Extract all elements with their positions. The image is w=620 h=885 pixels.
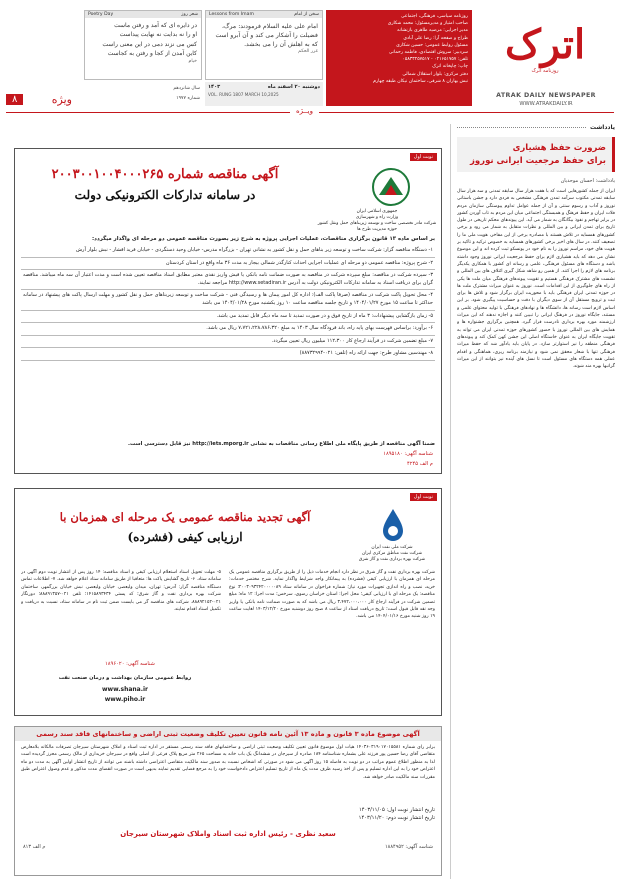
column-divider [450,124,451,879]
ad1-footer: ضمنا آگهی مناقصه از طریق پایگاه ملی اطلاع رسانی مناقصات به نشانی http://iets.mporg.ir نیز قابل دسترسی است. [128,441,435,447]
ad2-org-line: شرکت بهره برداری نفت و گاز شرق [358,557,426,562]
column-title-1: ضرورت حفظ هشیاری [512,143,606,153]
ad3-body: برابر رای شماره ۱۴۰۳۶۰۳۱۹۰۱۷۰۱۵۵۸۱ هیات اول موضوع قانون تعیین تکلیف وضعیت ثبتی اراضی و ساختمانهای فاقد سند رسمی مستقر در اداره ثبت اسناد و املاک شهرستان سیرجان تصرفات مالکانه بلامعارض متقاضی آقای رضا حسین پور فرزند علی بشماره شناسنامه ۱۸۴ صادره از سیرجان در ششدانگ یک باب خانه به مساحت ۲۶۵ متر مربع پلاک فرعی از اصلی واقع در سیرجان خریداری از مالک رسمی محرز گردیده است لذا به منظور اطلاع عموم مراتب در دو نوبت به فاصله ۱۵ روز آگهی می شود در صورتی که اشخاص نسبت به صدور سند مالکیت متقاضی اعتراضی داشته باشند می توانند از تاریخ انتشار اولین آگهی به مدت دو ماه اعتراض خود را به این اداره تسلیم و پس از اخذ رسید ظرف مدت یک ماه از تاریخ تسلیم اعتراض دادخواست خود را به مرجع قضایی تقدیم نمایند بدیهی است در صورت انقضای مدت مذکور و عدم وصول اعتراض طبق مقررات سند مالکیت صادر خواهد شد. [21,745,435,780]
poem-line: کس می نزند دمی در این معنی راست [102,40,197,48]
ad1-id: شناسه آگهی: ۱۸۹۵۱۸۰ [383,451,433,457]
info-line: طراح و صفحه آرا: رضا علی آبادی [403,35,468,41]
quote-label-en: Lessons from Imam [209,12,254,17]
section-label: یادداشت [590,124,615,131]
info-line: چاپ: چاپخانه اترک [432,64,468,70]
ad3-date-1: تاریخ انتشار نوبت اول: ۱۴۰۳/۱۱/۰۵ [358,807,435,813]
ad1-org-line: جمهوری اسلامی ایران [356,209,398,214]
page-number: ۸ [6,94,23,105]
ad2-site-1[interactable]: www.shana.ir [101,686,149,693]
ad2-logo [375,507,411,543]
ad2-title [25,507,345,547]
poem-lines [85,18,201,59]
editorial-column [457,124,615,879]
ad3-signature: سعید نظری - رئیس اداره ثبت اسناد واملاک شهرستان سیرجان [120,830,336,838]
ad1-row: ۲- شرح پروژه: مناقصه عمومی دو مرحله ای عملیات اجرایی احداث کنارگذر شمالی بیجار به مدت ۳۶ ماه واقع در استان کردستان [21,258,435,271]
ad1-org-line: حوزه مدیریت طرح ها [357,227,397,232]
ad1-row: ۶- برآورد: براساس فهرست بهای پایه راه، باند فرودگاه سال ۱۴۰۳ به مبلغ ۷،۷۲۱،۲۲۸،۷۸۶،۳۲۰ ریال می باشد. [21,323,435,336]
date-year: ۱۴۰۳ [208,84,221,90]
ad1-org-line: وزارت راه و شهرسازی [355,215,399,220]
ad3-date-2: تاریخ انتشار نوبت دوم: ۱۴۰۳/۱۱/۲۰ [358,815,435,821]
ad1-tag: نوبت اول [410,153,437,161]
issue-info [140,82,202,106]
ad1-title [25,165,305,205]
registry-ad [14,726,442,876]
ad3-title: آگهی موضوع ماده ۳ قانون و ماده ۱۳ آئین نامه قانون تعیین تکلیف وضعیت ثبتی اراضی و ساختمانهای فاقد سند رسمی [15,727,441,741]
info-line: سردبیر: سروش اقتصادی، فاطمه رحمانی [388,50,468,56]
info-line: نبش بهاران ۸ شرقی، ساختمان نیکان طبقه چهارم [373,78,468,84]
tender-ad-1 [14,148,442,474]
date-day: دوشنبه ۲۰ اسفند ماه [267,84,320,90]
info-lines [330,13,468,85]
website[interactable]: WWW.ATRAKDAILY.IR [519,101,573,107]
info-line: مدیر اجرایی: مرضیه طاهری بازنشانه [397,28,468,34]
poem-box [84,10,202,80]
date-english: VOL. RUNG 1807 MARCH 10,2025 [208,92,279,97]
info-line: صاحب امتیاز و مدیرمسئول: محمد شکاری [387,21,468,27]
ad2-relations: روابط عمومی سازمان بهداشت و درمان صنعت نفت [58,675,192,681]
ad1-org [317,209,437,233]
logo [482,22,608,92]
ad2-site-2[interactable]: www.piho.ir [104,696,146,703]
quote-source: غرر الحکم [298,49,318,54]
column-title-2: برای حفظ مرجعیت ایرانی نوروز [470,156,606,166]
poem-line: کاین آمدن از کجا و رفتن به کجاست [107,50,197,58]
oil-company-icon [375,507,411,543]
ad2-title-2: ارزیابی کیفی (فشرده) [127,530,243,544]
info-line: مسئول روابط عمومی: حسین شکاری [396,42,468,48]
poem-line: او را نه بدایت نه نهایت پیداست [119,31,197,39]
road-logo-icon [371,167,411,207]
ad3-id: شناسه آگهی: ۱۸۸۴۹۵۲ [384,844,433,850]
ad1-row: ۱- دستگاه مناقصه گزار: شرکت ساخت و توسعه زیر بناهای حمل و نقل کشور به نشانی تهران - بزرگراه مدرس- خیابان وحید دستگردی - خیابان فرید افشار - نبش بلوار آرش [21,245,435,258]
ad1-logo [371,167,411,207]
poem-label: شعر روز [181,12,198,17]
column-body: ایران از جمله کشورهایی است که با هفت هزار سال سابقه تمدنی و سه هزار سال سابقه تمدنی مکتوب سرآمد تمدن فرهنگی مشخص به فردی دارد و جشن باستانی نوروز و آداب و رسوم سنتی و آن از جمله عوامل تداوم پیوستگی سازمان مردم فلات ایران و حفظ فرهنگ و همبستگی اجتماعی میان این مردم به تاب آوردن کشور در برابر تهاجم و نفوذ بیگانگان به شمار می آید. این پیوندهای محکم تاریخی در طول تاریخ برای تمدن ایرانی و بین المللی و نظرات متقابل به شمار می رود و برخی کشورهای همسایه در تلاش هستند با مصادره برخی از این مفاخر، هویت ملی ما را تضعیف کنند. در سال های اخیر برخی کشورهای همسایه به خصوص ترکیه و تاکید بر هویت های خود، مراسم نوروز را به نام خود در یونسکو ثبت کرده اند و این موضوع نشان می دهد که باید هشیاری لازم برای حفظ مرجعیت ایرانی نوروز وجود داشته باشد و دستگاه های مسئول فرهنگی، علمی و رسانه ای کشور با همکاری یکدیگر برنامه های لازم را اجرا کنند. از همین رو شاهد شکل گیری ائتلاف های بین المللی و نشست های مشترک فرهنگی هستیم و تقویت پیوندهای فرهنگی میان ملت ها یکی از راه های جلوگیری از این اقدامات است. نوروز به عنوان میراث مشترک ملت ها در حوزه تمدنی ایران فرهنگی باید با محوریت ایران برگزار شود و تلاش ها برای ثبت و ترویج مستقل آن از سوی دیگران با دقت و حساسیت پیگیری شود. بر این اساس لازم است رسانه ها، دانشگاه ها و نهادهای فرهنگی با تولید محتوای علمی و مستند، جایگاه نوروز در فرهنگ ایرانی را تبیین کنند و اجازه ندهند که این میراث ارزشمند مورد بهره برداری نادرست قرار گیرد. همچنین برگزاری جشنواره ها و همایش های بین المللی نوروز با حضور کشورهای حوزه تمدنی ایران می تواند به تقویت جایگاه ایران به عنوان خاستگاه اصلی این جشن کهن کمک کند و پیوندهای فرهنگی منطقه را نیز استوارتر سازد. در پایان باید یادآور شد که حفظ میراث فرهنگی تنها با شعار محقق نمی شود و نیازمند برنامه ریزی، هماهنگی و اقدام عملی همه دستگاه های مسئول است تا نسل های آینده نیز بتوانند از این میراث گرانبها بهره مند شوند. [457,189,615,370]
ad2-col-left: ۵- مهلت تحویل اسناد استعلام ارزیابی کیفی و اسناد مناقصه: ۱۴ روز پس از انتشار نوبت دوم آگهی در سامانه ستاد. ۶- تاریخ گشایش پاکت ها: متعاقبا از طریق سامانه ستاد اعلام خواهد شد. ۷- اطلاعات تماس دستگاه مناقصه گزار: آدرس: تهران، میدان ولیعصر، خیابان ولیعصر، نبش خیابان بزرگمهر، ساختمان شرکت بهره برداری نفت و گاز شرق؛ کد پستی ۱۴۱۵۸۹۳۴۳۴؛ تلفن ۰۲۱-۸۸۸۹۱۳۵۷؛ دورنگار ۰۲۱-۸۸۸۹۲۱۵۲. شرکت های مناقصه گر می بایست ضمن ثبت نام در سامانه ستاد، نسبت به دریافت و تکمیل اسناد اقدام نمایند. [21,570,221,613]
page-tab [6,90,72,108]
info-line: تلفن: ۰۲۱۶۵۱۷۵۷ - ۰۵۸۳۳۲۵۷۵۱۷ [402,57,468,63]
ad1-rows [21,245,435,361]
ad1-code: م الف ۴۲۴۵ [406,461,433,467]
masthead [0,0,620,118]
date-strip [205,82,323,106]
year-label: سال شانزدهم [173,86,200,91]
logo-subtitle: روزنامه اترک [531,68,559,74]
ad1-title-2: در سامانه تدارکات الکترونیکی دولت [74,188,256,202]
logo-english: ATRAK DAILY NEWSPAPER [496,92,596,99]
page-label: ویژه [51,92,72,106]
ad1-org-line: شرکت مادر تخصصی ساخت و توسعه زیربناهای حمل ونقل کشور [317,221,437,226]
info-box [326,10,472,106]
ad3-code: م الف ۸۱۳ [23,844,46,850]
column-author: یادداشت: احسان موحدیان [560,178,615,184]
ad1-row: ۳- سپرده شرکت در مناقصه: مبلغ سپرده شرکت در مناقصه به صورت ضمانت نامه بانکی یا فیش واریز نقدی معتبر مطابق اسناد مناقصه تعیین شده است و مدت اعتبار آن سه ماه میباشد. مناقصه گران برای دریافت اسناد به سامانه تدارکات الکترونیکی دولت به آدرس http://www.setadiran.ir مراجعه نمایند. [21,270,435,290]
quote-box [205,10,323,80]
issue-label: شماره ۱۹۷۷ [176,96,200,101]
ad2-org [347,545,437,563]
ad2-title-1: آگهی تجدید مناقصه عمومی یک مرحله ای همزمان با [59,510,311,524]
info-line: دفتر مرکزی: بلوار استقلال شمالی [402,71,468,77]
ad1-row: ۷- مبلغ تضمین شرکت در فرآیند ارجاع کار ۱۱۲،۳۰۰ میلیون ریال تعیین میگردد. [21,336,435,349]
ad2-tag: نوبت اول [410,493,437,501]
ad2-col-right: شرکت بهره برداری نفت و گاز شرق در نظر دارد انجام خدمات ذیل را از طریق برگزاری مناقصه عمومی یک مرحله ای همزمان با ارزیابی کیفی (فشرده) به پیمانکار واجد شرایط واگذار نماید. شرح مختصر خدمات: خرید، نصب و راه اندازی تجهیزات مورد نیاز؛ شماره فراخوان در سامانه ستاد ۲۰۰۳۰۹۳۲۴۲۰۰۰۰۰۸۹؛ نوع مناقصه: یک مرحله ای با ارزیابی کیفی؛ محل اجرا: استان خراسان رضوی، سرخس؛ مدت اجرا: ۱۲ ماه؛ مبلغ تضمین شرکت در فرآیند ارجاع کار ۳،۴۷۲،۰۰۰،۰۰۰ ریال می باشد که به صورت ضمانت نامه بانکی یا واریز وجه نقد قابل قبول است؛ تاریخ دریافت اسناد از ساعت ۸ صبح روز دوشنبه مورخ ۱۴۰۳/۱۲/۲۰ لغایت ساعت ۱۹ روز شنبه مورخ ۱۴۰۴/۰۱/۱۶ می باشد. [229,570,435,620]
logo-persian: اترک [504,21,586,68]
ad1-row: ۴- محل تحویل پاکت شرکت در مناقصه (صرفا پاکت الف): اداره کل امور پیمان ها و رسیدگی فنی - شرکت ساخت و توسعه زیربناهای حمل و نقل کشور و مهلت ارسال پاکت های پیشنهاد در سامانه حداکثر تا ساعت ۱۵ مورخ ۱۴۰۴/۰۱/۲۷ و تاریخ جلسه مناقصه ساعت ۱۰ روز یکشنبه مورخ ۱۴۰۴/۰۱/۲۸ می باشد [21,290,435,310]
ad1-row: ۵- زمان بازگشایی پیشنهادات: ۳ ماه از تاریخ فوق و در صورت تمدید تا سه ماه دیگر قابل تمدید می باشد. [21,311,435,324]
ad2-org-line: شرکت ملی نفت ایران [371,545,413,550]
ad1-intro: بر اساس ماده ۱۳ قانون برگزاری مناقصات، عملیات اجرایی پروژه به شرح زیر بصورت مناقصه عمومی دو مرحله ای واگذار میگردد: [92,236,435,242]
ad2-org-line: شرکت نفت مناطق مرکزی ایران [361,551,423,556]
poem-poet: خیام [188,58,197,64]
ad1-title-1: آگهی مناقصه شماره ۲۰۰۳۰۰۱۰۰۴۰۰۰۲۶۵ [51,167,279,182]
ad2-id: شناسه آگهی: ۱۸۹۶۰۲۰ [105,661,155,667]
poem-label-en: Poetry Day [88,12,114,17]
poem-line: در دایره ای که آمد و رفتن ماست [114,22,197,29]
quote-text: امام علی علیه السلام فرمودند: مرگ، فضیلت را آشکار می کند و آن آبرو است که به اهلش آن را می بخشد. [215,23,318,48]
ad1-row: ۸- مهندسین مشاور طرح: جهت ارائه راه (تلفن: ۰۲۱-۸۸۷۳۲۹۹۴) [21,348,435,361]
info-line: روزنامه سیاسی، فرهنگی، اجتماعی [401,14,468,19]
section-bottom-label: ویــژه [290,107,319,115]
tender-ad-2 [14,488,442,716]
quote-label: سخن از امام [294,12,319,17]
